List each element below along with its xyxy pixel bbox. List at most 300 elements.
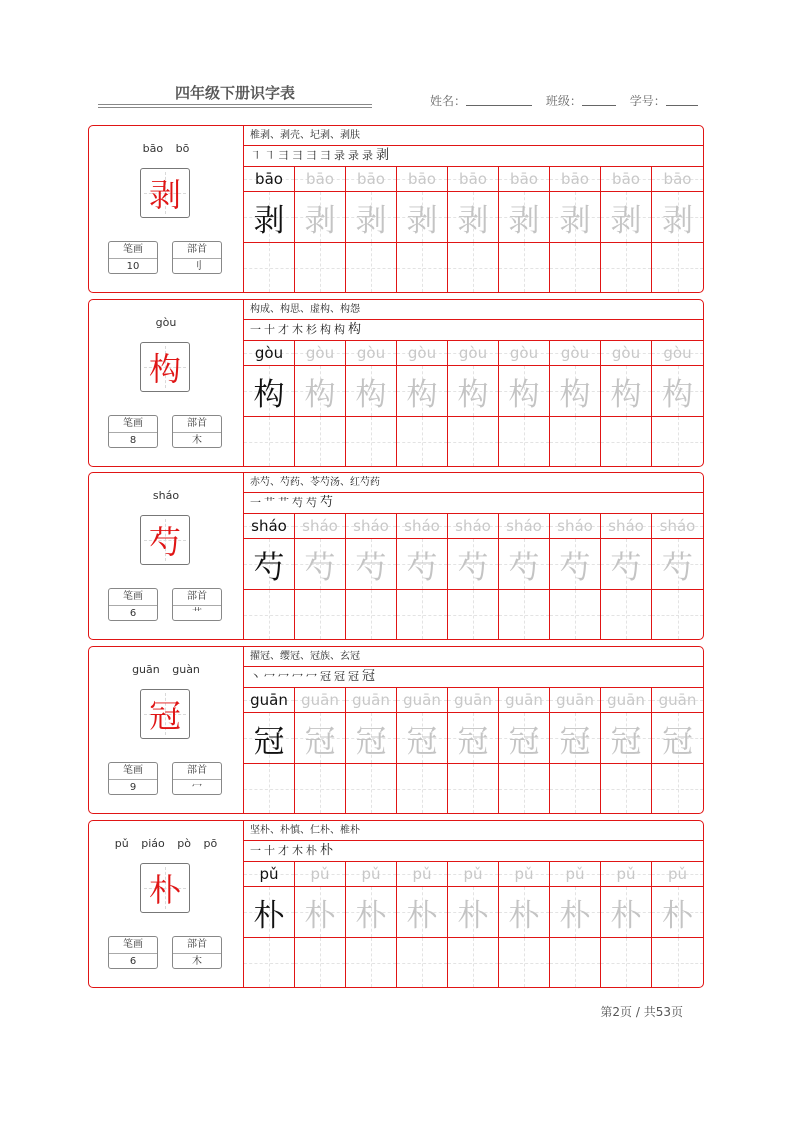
pinyin-header: bāo bō: [142, 142, 190, 155]
practice-column: [601, 862, 652, 987]
stroke-count-value: 6: [129, 956, 137, 967]
radical-box: [172, 762, 222, 795]
pinyin-cell: [295, 341, 345, 366]
pinyin-text: sháo: [302, 517, 338, 535]
pinyin-cell: [652, 167, 703, 192]
stroke-step: 一: [250, 844, 261, 857]
trace-character-cell[interactable]: [295, 713, 345, 764]
trace-character-cell[interactable]: [448, 366, 498, 417]
practice-grid: [244, 514, 703, 639]
stroke-count-label: 笔画: [109, 589, 157, 606]
blank-writing-cell[interactable]: [448, 590, 498, 639]
practice-column: [448, 167, 499, 292]
character-text: 朴: [559, 897, 591, 934]
trace-character-cell[interactable]: [346, 192, 396, 243]
pinyin-cell: [499, 341, 549, 366]
radical-value: 木: [192, 435, 202, 446]
blank-writing-cell[interactable]: [397, 590, 447, 639]
stroke-step: 杉: [306, 323, 317, 336]
radical-label: 部首: [173, 416, 221, 433]
trace-character-cell[interactable]: [550, 192, 600, 243]
stroke-order-row: [244, 493, 703, 514]
pinyin-text: gòu: [356, 344, 386, 362]
radical-label: 部首: [173, 589, 221, 606]
blank-writing-cell[interactable]: [499, 764, 549, 813]
practice-column: [346, 514, 397, 639]
pinyin-text: bāo: [255, 170, 283, 188]
practice-column: [499, 341, 550, 466]
trace-character-cell[interactable]: [601, 713, 651, 764]
blank-writing-cell[interactable]: [652, 590, 703, 639]
trace-character-cell[interactable]: [397, 192, 447, 243]
pinyin-text: bāo: [612, 170, 640, 188]
character-text: 芍: [355, 549, 387, 586]
trace-character-cell[interactable]: [499, 713, 549, 764]
trace-character-cell[interactable]: [499, 539, 549, 590]
blank-writing-cell[interactable]: [550, 938, 600, 987]
pinyin-text: bāo: [357, 170, 385, 188]
character-summary: [89, 473, 244, 639]
blank-writing-cell[interactable]: [550, 764, 600, 813]
blank-writing-cell[interactable]: [550, 590, 600, 639]
pinyin-cell: [550, 341, 600, 366]
stroke-step: 芍: [306, 496, 317, 509]
model-character-cell: [244, 366, 294, 417]
blank-writing-cell[interactable]: [397, 417, 447, 466]
character-card: [88, 820, 704, 988]
model-character-cell: [244, 887, 294, 938]
pinyin-text: guān: [505, 691, 543, 709]
character-text: 芍: [304, 549, 336, 586]
pinyin-text: pǔ: [565, 865, 585, 883]
blank-writing-cell[interactable]: [295, 938, 345, 987]
pinyin-header: pǔ piáo pò pō: [114, 837, 218, 850]
character-text: 冠: [406, 723, 438, 760]
pinyin-text: sháo: [608, 517, 644, 535]
radical-label: 部首: [173, 763, 221, 780]
class-field[interactable]: [582, 95, 616, 106]
trace-character-cell[interactable]: [346, 887, 396, 938]
blank-writing-cell[interactable]: [346, 938, 396, 987]
pinyin-text: pǔ: [616, 865, 636, 883]
pinyin-text: guān: [352, 691, 390, 709]
character-text: 构: [355, 376, 387, 413]
word-list: 擢冠、缨冠、冠族、玄冠: [244, 647, 703, 667]
trace-character-cell[interactable]: [448, 192, 498, 243]
large-character: 构: [148, 350, 181, 388]
pinyin-cell: [652, 862, 703, 887]
character-text: 构: [662, 376, 693, 413]
pinyin-text: guān: [658, 691, 697, 709]
trace-character-cell[interactable]: [652, 713, 703, 764]
character-text: 朴: [508, 897, 540, 934]
pinyin-text: bāo: [663, 170, 692, 188]
blank-writing-cell[interactable]: [499, 417, 549, 466]
pinyin-text: sháo: [353, 517, 389, 535]
blank-writing-cell[interactable]: [244, 590, 294, 639]
pinyin-text: pǔ: [310, 865, 330, 883]
radical-label: 部首: [173, 242, 221, 259]
practice-column: [652, 514, 703, 639]
blank-writing-cell[interactable]: [550, 417, 600, 466]
pinyin-cell: [244, 167, 294, 192]
practice-area: [244, 126, 703, 292]
stroke-order-row: [244, 841, 703, 862]
blank-writing-cell[interactable]: [601, 417, 651, 466]
pinyin-text: sháo: [455, 517, 491, 535]
practice-column: [499, 167, 550, 292]
practice-area: [244, 300, 703, 466]
pinyin-text: guān: [403, 691, 441, 709]
trace-character-cell[interactable]: [397, 887, 447, 938]
character-text: 芍: [508, 549, 540, 586]
blank-writing-cell[interactable]: [652, 938, 703, 987]
blank-writing-cell[interactable]: [652, 417, 703, 466]
character-text: 构: [610, 376, 642, 413]
trace-character-cell[interactable]: [499, 366, 549, 417]
large-character-box: [140, 515, 190, 565]
character-text: 朴: [457, 897, 489, 934]
practice-column: [448, 862, 499, 987]
practice-grid: [244, 862, 703, 987]
character-text: 朴: [406, 897, 438, 934]
blank-writing-cell[interactable]: [244, 417, 294, 466]
trace-character-cell[interactable]: [346, 713, 396, 764]
blank-writing-cell[interactable]: [244, 764, 294, 813]
pinyin-text: gòu: [305, 344, 335, 362]
character-text: 冠: [304, 723, 336, 760]
trace-character-cell[interactable]: [346, 539, 396, 590]
trace-character-cell[interactable]: [295, 366, 345, 417]
stroke-count-label: 笔画: [109, 242, 157, 259]
practice-column: [244, 688, 295, 813]
pinyin-cell: [550, 167, 600, 192]
character-text: 朴: [304, 897, 336, 934]
blank-writing-cell[interactable]: [499, 590, 549, 639]
practice-column: [601, 688, 652, 813]
practice-column: [295, 341, 346, 466]
stroke-step: 冖: [278, 670, 289, 683]
blank-writing-cell[interactable]: [652, 243, 703, 292]
blank-writing-cell[interactable]: [397, 764, 447, 813]
blank-writing-cell[interactable]: [295, 243, 345, 292]
practice-column: [499, 862, 550, 987]
name-field[interactable]: [466, 95, 532, 106]
number-field[interactable]: [666, 95, 698, 106]
pinyin-cell: [652, 341, 703, 366]
pinyin-text: gòu: [254, 344, 284, 362]
pinyin-cell: [295, 167, 345, 192]
character-text: 剥: [457, 202, 489, 239]
radical-box: [172, 415, 222, 448]
stroke-step: 录: [362, 149, 373, 162]
student-info-fields: [430, 92, 698, 109]
pinyin-text: guān: [250, 691, 288, 709]
blank-writing-cell[interactable]: [601, 938, 651, 987]
stroke-step: 芍: [320, 495, 334, 510]
large-character: 冠: [148, 697, 181, 735]
class-label: 班级：: [545, 94, 582, 108]
practice-column: [244, 341, 295, 466]
pinyin-cell: [601, 862, 651, 887]
pinyin-cell: [499, 167, 549, 192]
character-text: 冠: [457, 723, 489, 760]
pinyin-cell: [244, 862, 294, 887]
radical-value: 冖: [192, 782, 202, 793]
character-text: 构: [559, 376, 591, 413]
trace-character-cell[interactable]: [652, 366, 703, 417]
blank-writing-cell[interactable]: [244, 938, 294, 987]
pinyin-text: sháo: [251, 517, 287, 535]
character-card: [88, 646, 704, 814]
blank-writing-cell[interactable]: [397, 243, 447, 292]
trace-character-cell[interactable]: [601, 192, 651, 243]
pinyin-text: guān: [607, 691, 645, 709]
trace-character-cell[interactable]: [550, 539, 600, 590]
trace-character-cell[interactable]: [652, 192, 703, 243]
stroke-step: 构: [348, 322, 362, 337]
stroke-step: 才: [278, 844, 289, 857]
trace-character-cell[interactable]: [295, 539, 345, 590]
character-text: 剥: [304, 202, 336, 239]
practice-column: [397, 341, 448, 466]
character-text: 剥: [662, 202, 693, 239]
pinyin-text: gòu: [611, 344, 641, 362]
stroke-step: 朴: [306, 844, 317, 857]
pinyin-cell: [448, 341, 498, 366]
trace-character-cell[interactable]: [499, 192, 549, 243]
pinyin-header: sháo: [152, 489, 180, 502]
stroke-step: 芍: [292, 496, 303, 509]
blank-writing-cell[interactable]: [295, 590, 345, 639]
blank-writing-cell[interactable]: [346, 417, 396, 466]
pinyin-header: gòu: [155, 316, 177, 329]
stroke-step: 冠: [348, 670, 359, 683]
trace-character-cell[interactable]: [397, 366, 447, 417]
pinyin-cell: [295, 688, 345, 713]
blank-writing-cell[interactable]: [346, 764, 396, 813]
trace-character-cell[interactable]: [550, 713, 600, 764]
stroke-step: 才: [278, 323, 289, 336]
character-summary: [89, 126, 244, 292]
pinyin-text: gòu: [663, 344, 692, 362]
trace-character-cell[interactable]: [295, 887, 345, 938]
pinyin-cell: [346, 167, 396, 192]
character-summary: [89, 300, 244, 466]
pinyin-cell: [601, 514, 651, 539]
practice-column: [448, 688, 499, 813]
pinyin-cell: [601, 341, 651, 366]
radical-box: [172, 936, 222, 969]
practice-column: [601, 514, 652, 639]
pinyin-text: gòu: [458, 344, 488, 362]
pinyin-text: pǔ: [514, 865, 534, 883]
blank-writing-cell[interactable]: [601, 764, 651, 813]
blank-writing-cell[interactable]: [448, 938, 498, 987]
stroke-step: 冠: [320, 670, 331, 683]
pinyin-text: sháo: [557, 517, 593, 535]
stroke-count-box: [108, 762, 158, 795]
pinyin-cell: [346, 341, 396, 366]
character-text: 剥: [508, 202, 540, 239]
blank-writing-cell[interactable]: [499, 938, 549, 987]
trace-character-cell[interactable]: [601, 366, 651, 417]
trace-character-cell[interactable]: [448, 713, 498, 764]
blank-writing-cell[interactable]: [448, 764, 498, 813]
character-text: 朴: [662, 897, 693, 934]
practice-column: [397, 167, 448, 292]
pinyin-cell: [652, 514, 703, 539]
word-list: 构成、构思、虚构、构怨: [244, 300, 703, 320]
blank-writing-cell[interactable]: [346, 243, 396, 292]
trace-character-cell[interactable]: [652, 887, 703, 938]
page-number: 第2页 / 共53页: [600, 1005, 683, 1019]
pinyin-cell: [448, 862, 498, 887]
practice-column: [346, 167, 397, 292]
pinyin-cell: [499, 688, 549, 713]
practice-column: [652, 341, 703, 466]
pinyin-cell: [295, 862, 345, 887]
pinyin-cell: [346, 688, 396, 713]
practice-grid: [244, 167, 703, 292]
number-label: 学号：: [629, 94, 666, 108]
blank-writing-cell[interactable]: [346, 590, 396, 639]
page-title: 四年级下册识字表: [174, 84, 295, 102]
character-text: 冠: [253, 723, 285, 760]
character-text: 芍: [406, 549, 438, 586]
stroke-count-label: 笔画: [109, 937, 157, 954]
blank-writing-cell[interactable]: [244, 243, 294, 292]
stroke-step: 剥: [376, 148, 390, 163]
stroke-count-box: [108, 588, 158, 621]
radical-box: [172, 241, 222, 274]
stroke-count-label: 笔画: [109, 763, 157, 780]
pinyin-cell: [550, 688, 600, 713]
stroke-count-value: 6: [129, 608, 137, 619]
trace-character-cell[interactable]: [295, 192, 345, 243]
stroke-step: 艹: [278, 496, 289, 509]
practice-column: [601, 341, 652, 466]
trace-character-cell[interactable]: [499, 887, 549, 938]
character-text: 剥: [355, 202, 387, 239]
practice-grid: [244, 341, 703, 466]
large-character-box: [140, 342, 190, 392]
pinyin-cell: [601, 167, 651, 192]
character-text: 朴: [355, 897, 387, 934]
pinyin-cell: [550, 862, 600, 887]
character-text: 冠: [559, 723, 591, 760]
stroke-step: 彐: [320, 149, 331, 162]
stroke-step: 一: [250, 323, 261, 336]
blank-writing-cell[interactable]: [652, 764, 703, 813]
blank-writing-cell[interactable]: [295, 764, 345, 813]
character-card: [88, 299, 704, 467]
pinyin-cell: [346, 514, 396, 539]
pinyin-cell: [601, 688, 651, 713]
blank-writing-cell[interactable]: [601, 590, 651, 639]
stroke-order-row: [244, 320, 703, 341]
blank-writing-cell[interactable]: [550, 243, 600, 292]
character-text: 构: [304, 376, 336, 413]
character-card: [88, 472, 704, 640]
trace-character-cell[interactable]: [448, 539, 498, 590]
pinyin-cell: [346, 862, 396, 887]
title-rule: [98, 104, 372, 105]
stroke-step: 录: [348, 149, 359, 162]
pinyin-text: guān: [454, 691, 492, 709]
pinyin-text: guān: [556, 691, 594, 709]
pinyin-text: sháo: [506, 517, 542, 535]
stroke-step: 一: [250, 496, 261, 509]
pinyin-cell: [244, 688, 294, 713]
stroke-step: 冠: [362, 669, 376, 684]
stroke-step: 冖: [292, 670, 303, 683]
stroke-step: 构: [334, 323, 345, 336]
pinyin-text: bāo: [510, 170, 538, 188]
practice-column: [346, 862, 397, 987]
trace-character-cell[interactable]: [601, 887, 651, 938]
stroke-step: 构: [320, 323, 331, 336]
stroke-step: 彐: [292, 149, 303, 162]
stroke-step: 十: [264, 323, 275, 336]
pinyin-text: pǔ: [463, 865, 483, 883]
pinyin-text: sháo: [659, 517, 696, 535]
pinyin-cell: [448, 514, 498, 539]
trace-character-cell[interactable]: [550, 887, 600, 938]
character-text: 朴: [610, 897, 642, 934]
trace-character-cell[interactable]: [652, 539, 703, 590]
trace-character-cell[interactable]: [397, 713, 447, 764]
blank-writing-cell[interactable]: [448, 243, 498, 292]
blank-writing-cell[interactable]: [295, 417, 345, 466]
character-text: 构: [457, 376, 489, 413]
character-summary: [89, 647, 244, 813]
character-summary: [89, 821, 244, 987]
pinyin-text: pǔ: [667, 865, 688, 883]
pinyin-text: pǔ: [361, 865, 381, 883]
practice-grid: [244, 688, 703, 813]
character-text: 芍: [253, 549, 285, 586]
blank-writing-cell[interactable]: [601, 243, 651, 292]
stroke-step: 彐: [278, 149, 289, 162]
character-text: 构: [253, 376, 285, 413]
character-text: 冠: [610, 723, 642, 760]
blank-writing-cell[interactable]: [499, 243, 549, 292]
trace-character-cell[interactable]: [448, 887, 498, 938]
model-character-cell: [244, 713, 294, 764]
stroke-step: 彐: [306, 149, 317, 162]
blank-writing-cell[interactable]: [397, 938, 447, 987]
practice-column: [652, 688, 703, 813]
practice-column: [550, 514, 601, 639]
blank-writing-cell[interactable]: [448, 417, 498, 466]
trace-character-cell[interactable]: [601, 539, 651, 590]
character-text: 芍: [610, 549, 642, 586]
stroke-count-box: [108, 241, 158, 274]
radical-value: 刂: [192, 261, 202, 272]
trace-character-cell[interactable]: [397, 539, 447, 590]
large-character: 剥: [148, 176, 181, 214]
character-card: [88, 125, 704, 293]
trace-character-cell[interactable]: [346, 366, 396, 417]
large-character: 芍: [148, 523, 181, 561]
stroke-step: 冖: [306, 670, 317, 683]
trace-character-cell[interactable]: [550, 366, 600, 417]
stroke-step: 冖: [264, 670, 275, 683]
practice-column: [499, 514, 550, 639]
practice-area: [244, 821, 703, 987]
stroke-step: 录: [334, 149, 345, 162]
